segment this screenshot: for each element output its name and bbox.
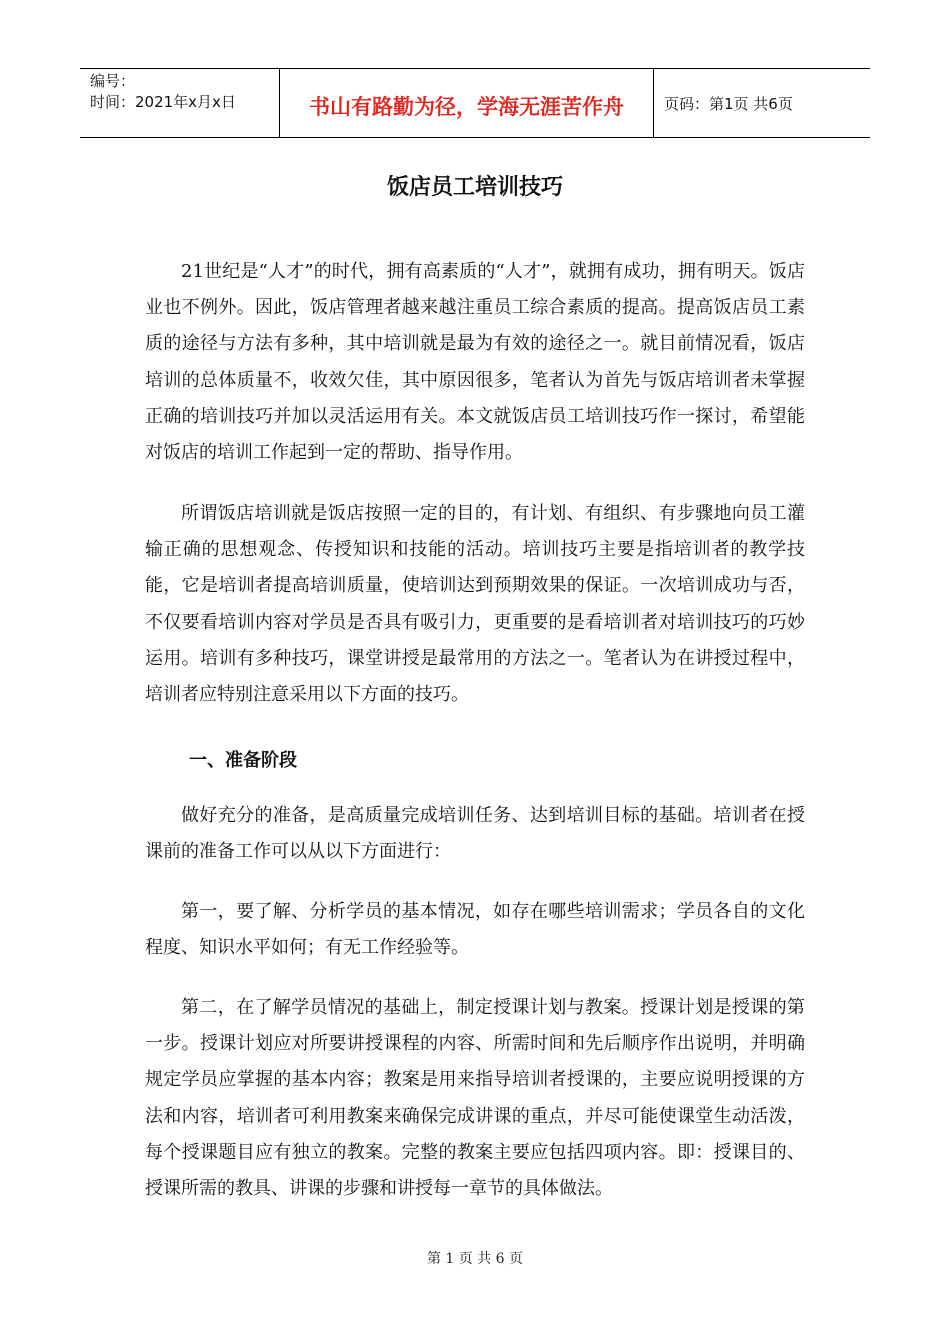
header-page-info: 页码：第1页 共6页 bbox=[664, 94, 793, 113]
paragraph-5 bbox=[145, 990, 805, 1207]
paragraph-3 bbox=[145, 798, 805, 870]
paragraph-4 bbox=[145, 894, 805, 966]
section-heading: 一、准备阶段 bbox=[189, 750, 297, 771]
paragraph-2 bbox=[145, 496, 805, 713]
paragraph-text: 做好充分的准备，是高质量完成培训任务、达到培训目标的基础。培训者在授课前的准备工作可以从以下方面进行： bbox=[145, 805, 805, 863]
paragraph-1 bbox=[145, 254, 805, 471]
paragraph-text: 第一，要了解、分析学员的基本情况，如存在哪些培训需求；学员各自的文化程度、知识水平如何；有无工作经验等。 bbox=[145, 901, 805, 959]
paragraph-text: 所谓饭店培训就是饭店按照一定的目的，有计划、有组织、有步骤地向员工灌输正确的思想观念、传授知识和技能的活动。培训技巧主要是指培训者的教学技能，它是培训者提高培训质量，使培训达到预期效果的保证。一次培训成功与否，不仅要看培训内容对学员是否具有吸引力，更重要的是看培训者对培训技巧的巧妙运用。培训有多种技巧，课堂讲授是最常用的方法之一。笔者认为在讲授过程中，培训者应特别注意采用以下方面的技巧。 bbox=[145, 503, 805, 706]
document-title: 饭店员工培训技巧 bbox=[386, 175, 563, 200]
number-label: 编号： bbox=[90, 72, 136, 90]
header-motto: 书山有路勤为径，学海无涯苦作舟 bbox=[280, 69, 654, 137]
time-label: 时间：2021年x月x日 bbox=[90, 93, 236, 111]
document-header bbox=[80, 68, 870, 138]
paragraph-text: 21世纪是“人才”的时代，拥有高素质的“人才”，就拥有成功，拥有明天。饭店业也不例外。因此，饭店管理者越来越注重员工综合素质的提高。提高饭店员工素质的途径与方法有多种，其中培训就是最为有效的途径之一。就目前情况看，饭店培训的总体质量不，收效欠佳，其中原因很多，笔者认为首先与饭店培训者未掌握正确的培训技巧并加以灵活运用有关。本文就饭店员工培训技巧作一探讨，希望能对饭店的培训工作起到一定的帮助、指导作用。 bbox=[145, 261, 805, 464]
paragraph-text: 第二，在了解学员情况的基础上，制定授课计划与教案。授课计划是授课的第一步。授课计划应对所要讲授课程的内容、所需时间和先后顺序作出说明，并明确规定学员应掌握的基本内容；教案是用来指导培训者授课的，主要应说明授课的方法和内容，培训者可利用教案来确保完成讲课的重点，并尽可能使课堂生动活泼，每个授课题目应有独立的教案。完整的教案主要应包括四项内容。即：授课目的、授课所需的教具、讲课的步骤和讲授每一章节的具体做法。 bbox=[145, 997, 805, 1200]
header-meta bbox=[80, 69, 280, 137]
page-footer: 第 1 页 共 6 页 bbox=[426, 1251, 524, 1267]
